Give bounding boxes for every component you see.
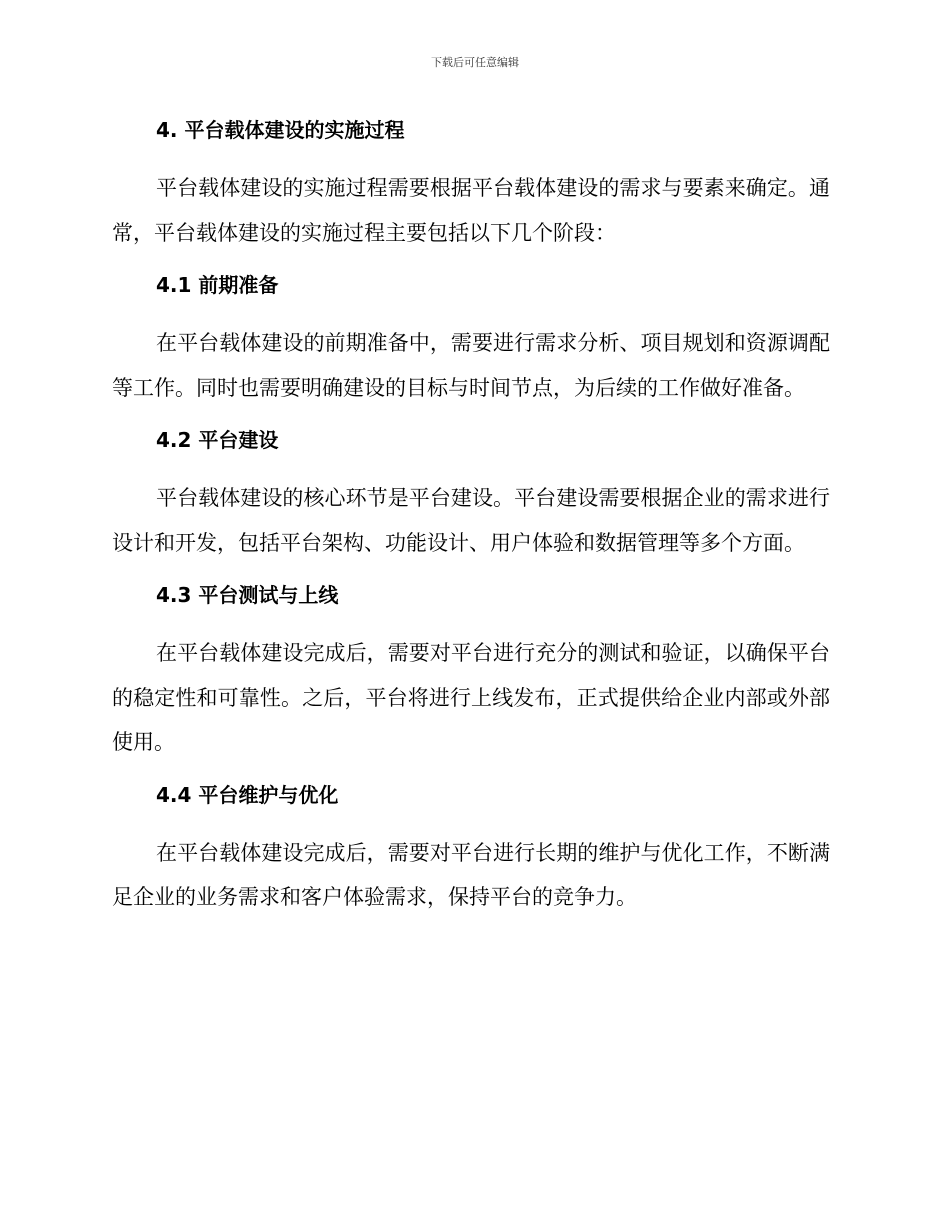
section-heading: 4. 平台载体建设的实施过程 [156,118,405,142]
section-paragraph: 平台载体建设的核心环节是平台建设。平台建设需要根据企业的需求进行设计和开发，包括平台架构、功能设计、用户体验和数据管理等多个方面。 [112,486,830,555]
section-paragraph: 在平台载体建设完成后，需要对平台进行充分的测试和验证，以确保平台的稳定性和可靠性。之后，平台将进行上线发布，正式提供给企业内部或外部使用。 [112,641,830,754]
section-heading: 4.3 平台测试与上线 [156,583,339,607]
section-paragraph: 在平台载体建设完成后，需要对平台进行长期的维护与优化工作，不断满足企业的业务需求和客户体验需求，保持平台的竞争力。 [112,840,830,909]
section-paragraph: 在平台载体建设的前期准备中，需要进行需求分析、项目规划和资源调配等工作。同时也需要明确建设的目标与时间节点，为后续的工作做好准备。 [112,331,830,400]
document-body [112,110,830,920]
section-heading: 4.4 平台维护与优化 [156,782,339,807]
page-header-note: 下载后可任意编辑 [431,56,519,69]
section-heading: 4.2 平台建设 [156,428,279,452]
section-paragraph: 平台载体建设的实施过程需要根据平台载体建设的需求与要素来确定。通常，平台载体建设的实施过程主要包括以下几个阶段： [112,176,830,245]
section-heading: 4.1 前期准备 [156,273,279,297]
